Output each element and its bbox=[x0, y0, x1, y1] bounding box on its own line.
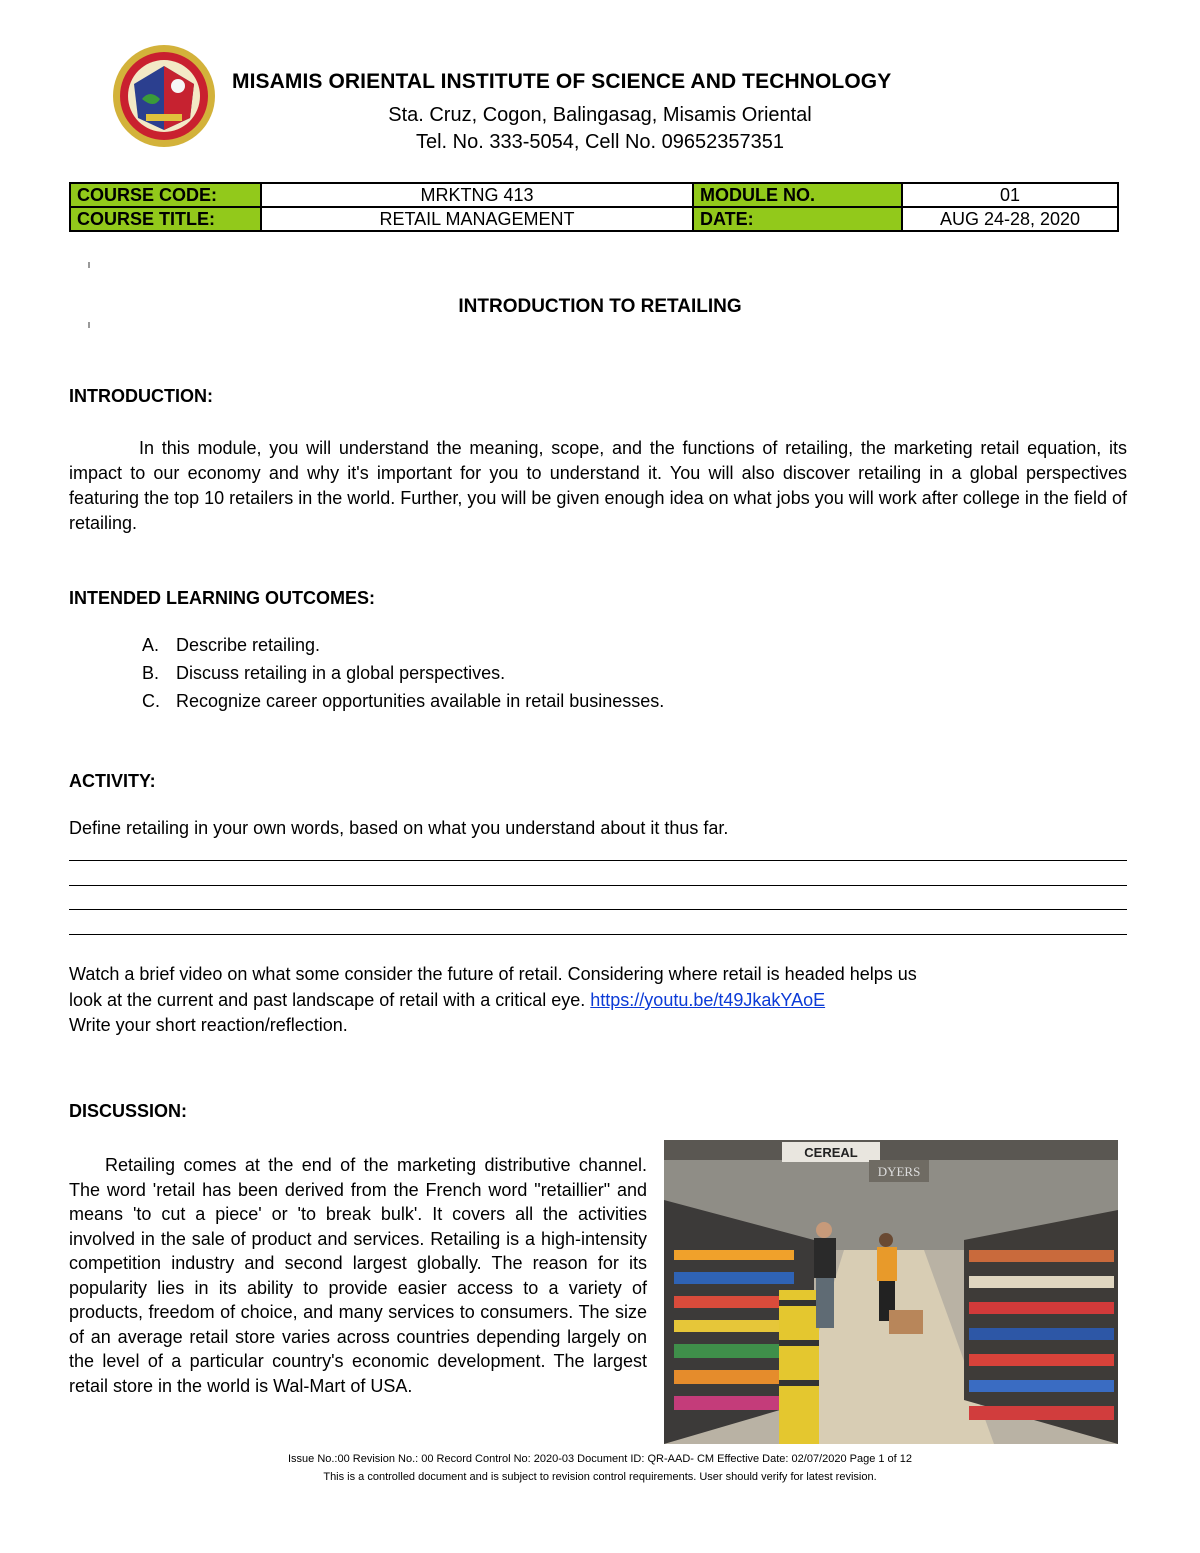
cereal-sign: CEREAL bbox=[804, 1145, 858, 1160]
video-link[interactable]: https://youtu.be/t49JkakYAoE bbox=[590, 990, 826, 1010]
answer-line[interactable] bbox=[69, 934, 1127, 935]
course-title-label: COURSE TITLE: bbox=[70, 207, 261, 231]
answer-line[interactable] bbox=[69, 885, 1127, 886]
course-code-label: COURSE CODE: bbox=[70, 183, 261, 207]
outcome-item: C. Recognize career opportunities available in retail businesses. bbox=[142, 691, 665, 711]
institution-contact: Tel. No. 333-5054, Cell No. 09652357351 bbox=[415, 131, 785, 153]
module-no-label: MODULE NO. bbox=[693, 183, 902, 207]
supermarket-photo bbox=[664, 1140, 1118, 1444]
footer-document-control: Issue No.:00 Revision No.: 00 Record Control No: 2020-03 Document ID: QR-AAD- CM Effective Date: 02/07/2020 Page 1 of 12 bbox=[287, 1453, 913, 1465]
margin-mark bbox=[88, 322, 90, 328]
document-title: INTRODUCTION TO RETAILING bbox=[458, 296, 742, 317]
margin-mark bbox=[88, 262, 90, 268]
introduction-body: In this module, you will understand the meaning, scope, and the functions of retailing, the marketing retail equation, its impact to our economy and why it's important for you to understand it. You will also discover retailing in a global perspectives featuring the top 10 retailers in the world. Further, you will be given enough idea on what jobs you will work after college in the field of retailing. bbox=[69, 438, 1127, 533]
date-label: DATE: bbox=[693, 207, 902, 231]
course-title-value: RETAIL MANAGEMENT bbox=[261, 207, 693, 231]
store-sign: DYERS bbox=[877, 1164, 921, 1179]
discussion-heading: DISCUSSION: bbox=[69, 1101, 188, 1121]
video-instruction: Watch a brief video on what some consider the future of retail. Considering where retail is headed helps us bbox=[69, 964, 917, 984]
activity-prompt: Define retailing in your own words, based on what you understand about it thus far. bbox=[69, 818, 729, 838]
course-info-row bbox=[70, 183, 1118, 207]
date-value: AUG 24-28, 2020 bbox=[902, 207, 1118, 231]
activity-heading: ACTIVITY: bbox=[69, 771, 156, 791]
outcome-item: A. Describe retailing. bbox=[142, 635, 321, 655]
answer-line[interactable] bbox=[69, 860, 1127, 861]
discussion-body: Retailing comes at the end of the marketing distributive channel. The word 'retail has been derived from the French word "retaillier" and means 'to cut a piece' or 'to break bulk'. It covers all the activities involved in the sale of product and services. Retailing is a high-intensity competition industry and second largest globally. The reason for its popularity lies in its ability to provide easier access to a variety of products, freedom of choice, and many services to consumers. The size of an average retail store varies across countries depending largely on the level of a particular country's economic development. The largest retail store in the world is Wal-Mart of USA. bbox=[69, 1155, 647, 1396]
module-no-value: 01 bbox=[902, 183, 1118, 207]
footer-disclaimer: This is a controlled document and is subject to revision control requirements. User should verify for latest revision. bbox=[323, 1471, 877, 1483]
institution-name: MISAMIS ORIENTAL INSTITUTE OF SCIENCE AND TECHNOLOGY bbox=[232, 70, 892, 93]
course-code-value: MRKTNG 413 bbox=[261, 183, 693, 207]
video-instruction-cont: look at the current and past landscape of retail with a critical eye. https://youtu.be/t49JkakYAoE bbox=[69, 990, 826, 1010]
outcome-item: B. Discuss retailing in a global perspectives. bbox=[142, 663, 506, 683]
answer-line[interactable] bbox=[69, 909, 1127, 910]
course-info-table bbox=[69, 182, 1119, 232]
outcomes-heading: INTENDED LEARNING OUTCOMES: bbox=[69, 588, 375, 608]
introduction-heading: INTRODUCTION: bbox=[69, 386, 213, 406]
reflection-instruction: Write your short reaction/reflection. bbox=[69, 1015, 348, 1035]
course-info-row bbox=[70, 207, 1118, 231]
institution-address: Sta. Cruz, Cogon, Balingasag, Misamis Oriental bbox=[388, 104, 812, 126]
